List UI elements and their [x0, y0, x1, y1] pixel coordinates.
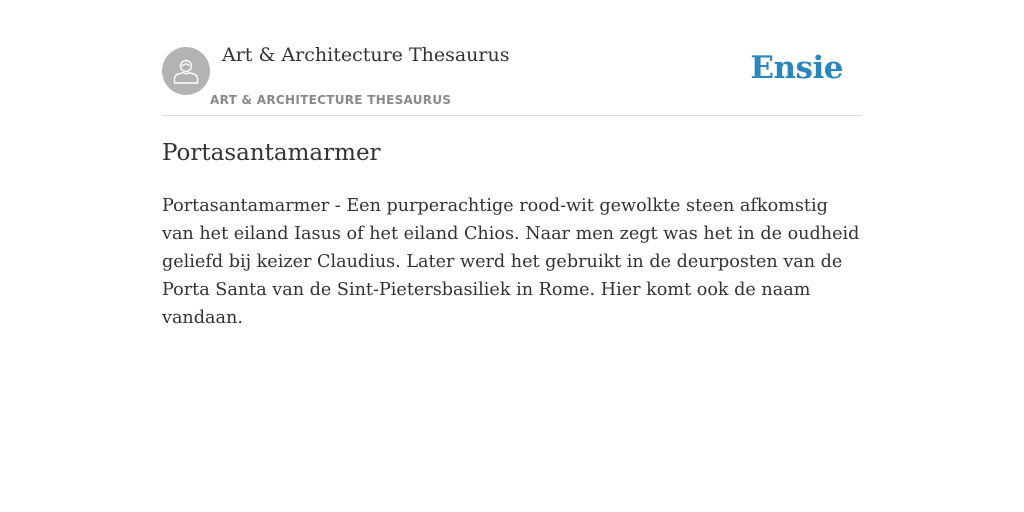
avatar[interactable]: [162, 47, 210, 95]
user-icon: [171, 56, 201, 86]
article-title: Portasantamarmer: [162, 140, 381, 166]
author-subtitle: ART & ARCHITECTURE THESAURUS: [210, 93, 452, 107]
article-body: Portasantamarmer - Een purperachtige rood-wit gewolkte steen afkomstig van het eiland Iasus of het eiland Chios. Naar men zegt was het in de oudheid geliefd bij keizer Claudius. Later werd het gebruikt in de deurposten van de Porta Santa van de Sint-Pietersbasiliek in Rome. Hier komt ook de naam vandaan.: [162, 196, 860, 328]
author-header: [162, 0, 862, 116]
brand-logo[interactable]: Ensie: [750, 50, 843, 86]
page-container: [162, 0, 862, 328]
author-name-link[interactable]: Art & Architecture Thesaurus: [222, 44, 510, 66]
